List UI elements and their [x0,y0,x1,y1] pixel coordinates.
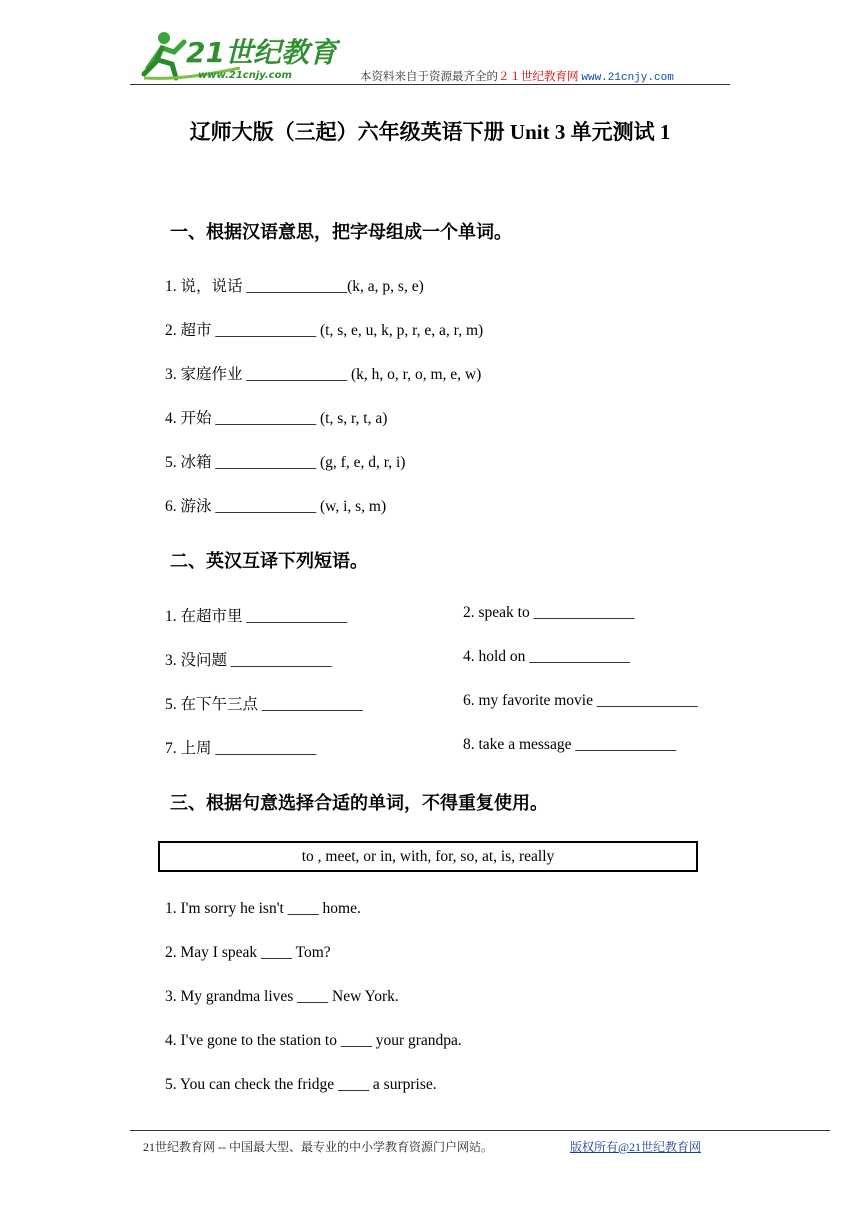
section1-item: 3. 家庭作业 _____________ (k, h, o, r, o, m, e, w) [165,366,482,383]
word-bank-text: to , meet, or in, with, for, so, at, is, really [301,847,555,865]
footer-tagline: 21世纪教育网 -- 中国最大型、最专业的中小学教育资源门户网站。 [143,1140,493,1154]
header-note-url[interactable]: www.21cnjy.com [581,72,674,84]
section2-item-right: 2. speak to _____________ [463,604,635,621]
header-note-prefix: 本资料来自于资源最齐全的 [360,71,498,83]
section3-item: 2. May I speak ____ Tom? [165,944,331,961]
svg-text:21世纪教育: 21世纪教育 [186,36,337,69]
header-note-brand: ２１世纪教育网 [498,71,579,83]
section1-heading: 一、根据汉语意思，把字母组成一个单词。 [170,222,512,242]
section1-item: 5. 冰箱 _____________ (g, f, e, d, r, i) [165,454,406,471]
section1-item: 6. 游泳 _____________ (w, i, s, m) [165,498,387,515]
section1-item: 1. 说，说话 _____________(k, a, p, s, e) [165,278,424,295]
section2-item-left: 7. 上周 _____________ [165,740,317,757]
section3-item: 3. My grandma lives ____ New York. [165,988,399,1005]
header-divider [130,84,730,85]
footer-divider [130,1130,830,1131]
section2-item-right: 4. hold on _____________ [463,648,631,665]
section3-heading: 三、根据句意选择合适的单词，不得重复使用。 [170,793,548,813]
site-logo [140,28,340,86]
section1-item: 4. 开始 _____________ (t, s, r, t, a) [165,410,388,427]
header-source-note [360,68,674,84]
word-bank-box [158,841,698,872]
section3-item: 4. I've gone to the station to ____ your grandpa. [165,1032,462,1049]
section2-item-left: 5. 在下午三点 _____________ [165,696,363,713]
footer-copyright-link[interactable]: 版权所有@21世纪教育网 [570,1140,702,1154]
section3-item: 5. You can check the fridge ____ a surprise. [165,1076,437,1093]
section2-item-left: 1. 在超市里 _____________ [165,608,348,625]
page-title: 辽师大版（三起）六年级英语下册 Unit 3 单元测试 1 [189,120,671,144]
section2-item-right: 8. take a message _____________ [463,736,677,753]
section3-item: 1. I'm sorry he isn't ____ home. [165,900,361,917]
section2-item-right: 6. my favorite movie _____________ [463,692,698,709]
svg-text:www.21cnjy.com: www.21cnjy.com [198,70,292,81]
section2-heading: 二、英汉互译下列短语。 [170,551,368,571]
section1-item: 2. 超市 _____________ (t, s, e, u, k, p, r, e, a, r, m) [165,322,484,339]
section2-item-left: 3. 没问题 _____________ [165,652,332,669]
